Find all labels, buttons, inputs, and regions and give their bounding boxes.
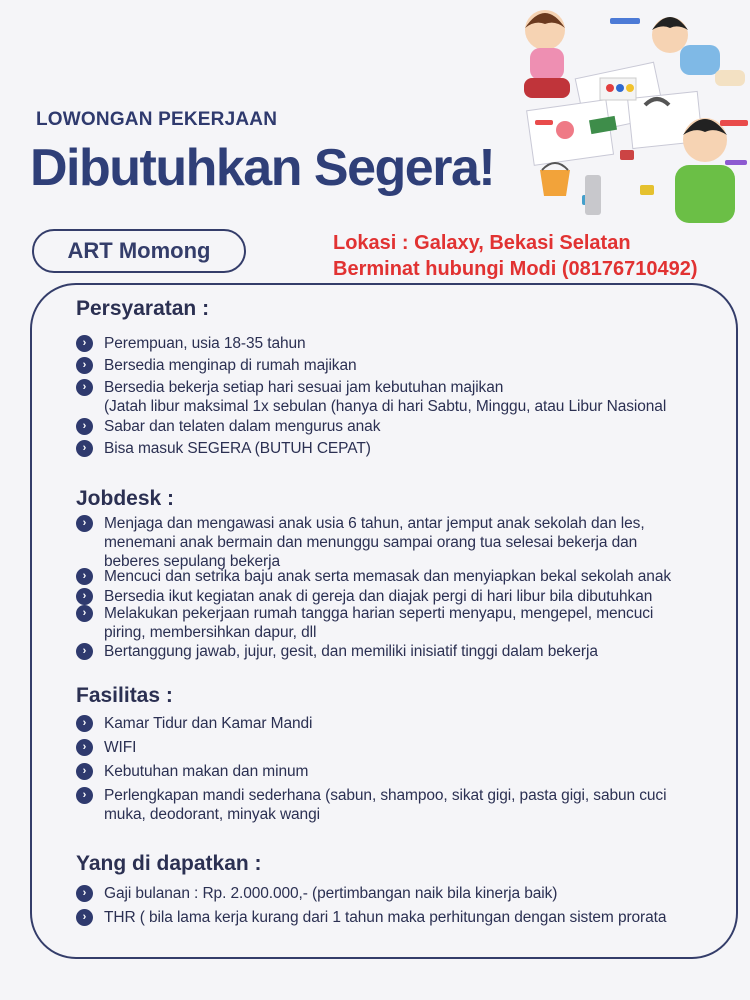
- chevron-right-icon: ›: [76, 379, 93, 396]
- section-title-jobdesk: Jobdesk :: [76, 487, 175, 510]
- chevron-right-icon: ›: [76, 418, 93, 435]
- chevron-right-icon: ›: [76, 440, 93, 457]
- chevron-right-icon: ›: [76, 335, 93, 352]
- section-title-fasilitas: Fasilitas :: [76, 684, 173, 707]
- position-pill: ART Momong: [32, 229, 246, 273]
- list-item: › Kebutuhan makan dan minum: [76, 762, 736, 781]
- list-item: › Mencuci dan setrika baju anak serta memasak dan menyiapkan bekal sekolah anak: [76, 567, 736, 586]
- list-item: › Melakukan pekerjaan rumah tangga harian seperti menyapu, mengepel, mencuci piring, membersihkan dapur, dll: [76, 604, 736, 642]
- chevron-right-icon: ›: [76, 568, 93, 585]
- location-text: Lokasi : Galaxy, Bekasi Selatan: [333, 232, 631, 254]
- list-item: › Perlengkapan mandi sederhana (sabun, shampoo, sikat gigi, pasta gigi, sabun cuci muka, deodorant, minyak wangi: [76, 786, 736, 824]
- chevron-right-icon: ›: [76, 715, 93, 732]
- chevron-right-icon: ›: [76, 588, 93, 605]
- list-item: › THR ( bila lama kerja kurang dari 1 tahun maka perhitungan dengan sistem prorata: [76, 908, 736, 927]
- list-item: › Bersedia ikut kegiatan anak di gereja dan diajak pergi di hari libur bila dibutuhkan: [76, 587, 736, 606]
- chevron-right-icon: ›: [76, 739, 93, 756]
- list-item: › Bertanggung jawab, jujur, gesit, dan memiliki inisiatif tinggi dalam bekerja: [76, 642, 736, 661]
- job-vacancy-eyebrow: LOWONGAN PEKERJAAN: [36, 109, 278, 130]
- section-title-persyaratan: Persyaratan :: [76, 297, 210, 320]
- list-item: › Bersedia bekerja setiap hari sesuai jam kebutuhan majikan (Jatah libur maksimal 1x sebulan (hanya di hari Sabtu, Minggu, atau Libur Nasional: [76, 378, 736, 416]
- chevron-right-icon: ›: [76, 357, 93, 374]
- list-item: › Bersedia menginap di rumah majikan: [76, 356, 736, 375]
- list-item: › Gaji bulanan : Rp. 2.000.000,- (pertimbangan naik bila kinerja baik): [76, 884, 736, 903]
- list-item: › Menjaga dan mengawasi anak usia 6 tahun, antar jemput anak sekolah dan les, menemani anak bermain dan menunggu sampai orang tua selesai bekerja dan beberes sepulang bekerja: [76, 514, 736, 571]
- section-title-benefits: Yang di dapatkan :: [76, 852, 262, 875]
- chevron-right-icon: ›: [76, 885, 93, 902]
- list-item: › Bisa masuk SEGERA (BUTUH CEPAT): [76, 439, 736, 458]
- contact-text: Berminat hubungi Modi (08176710492): [333, 258, 698, 280]
- list-item: › WIFI: [76, 738, 736, 757]
- chevron-right-icon: ›: [76, 515, 93, 532]
- children-drawing-illustration: [510, 0, 750, 225]
- chevron-right-icon: ›: [76, 787, 93, 804]
- page-title: Dibutuhkan Segera!: [30, 139, 495, 197]
- chevron-right-icon: ›: [76, 643, 93, 660]
- list-item: › Perempuan, usia 18-35 tahun: [76, 334, 736, 353]
- contact-info: [333, 230, 698, 282]
- list-item: › Sabar dan telaten dalam mengurus anak: [76, 417, 736, 436]
- chevron-right-icon: ›: [76, 763, 93, 780]
- chevron-right-icon: ›: [76, 605, 93, 622]
- chevron-right-icon: ›: [76, 909, 93, 926]
- list-item: › Kamar Tidur dan Kamar Mandi: [76, 714, 736, 733]
